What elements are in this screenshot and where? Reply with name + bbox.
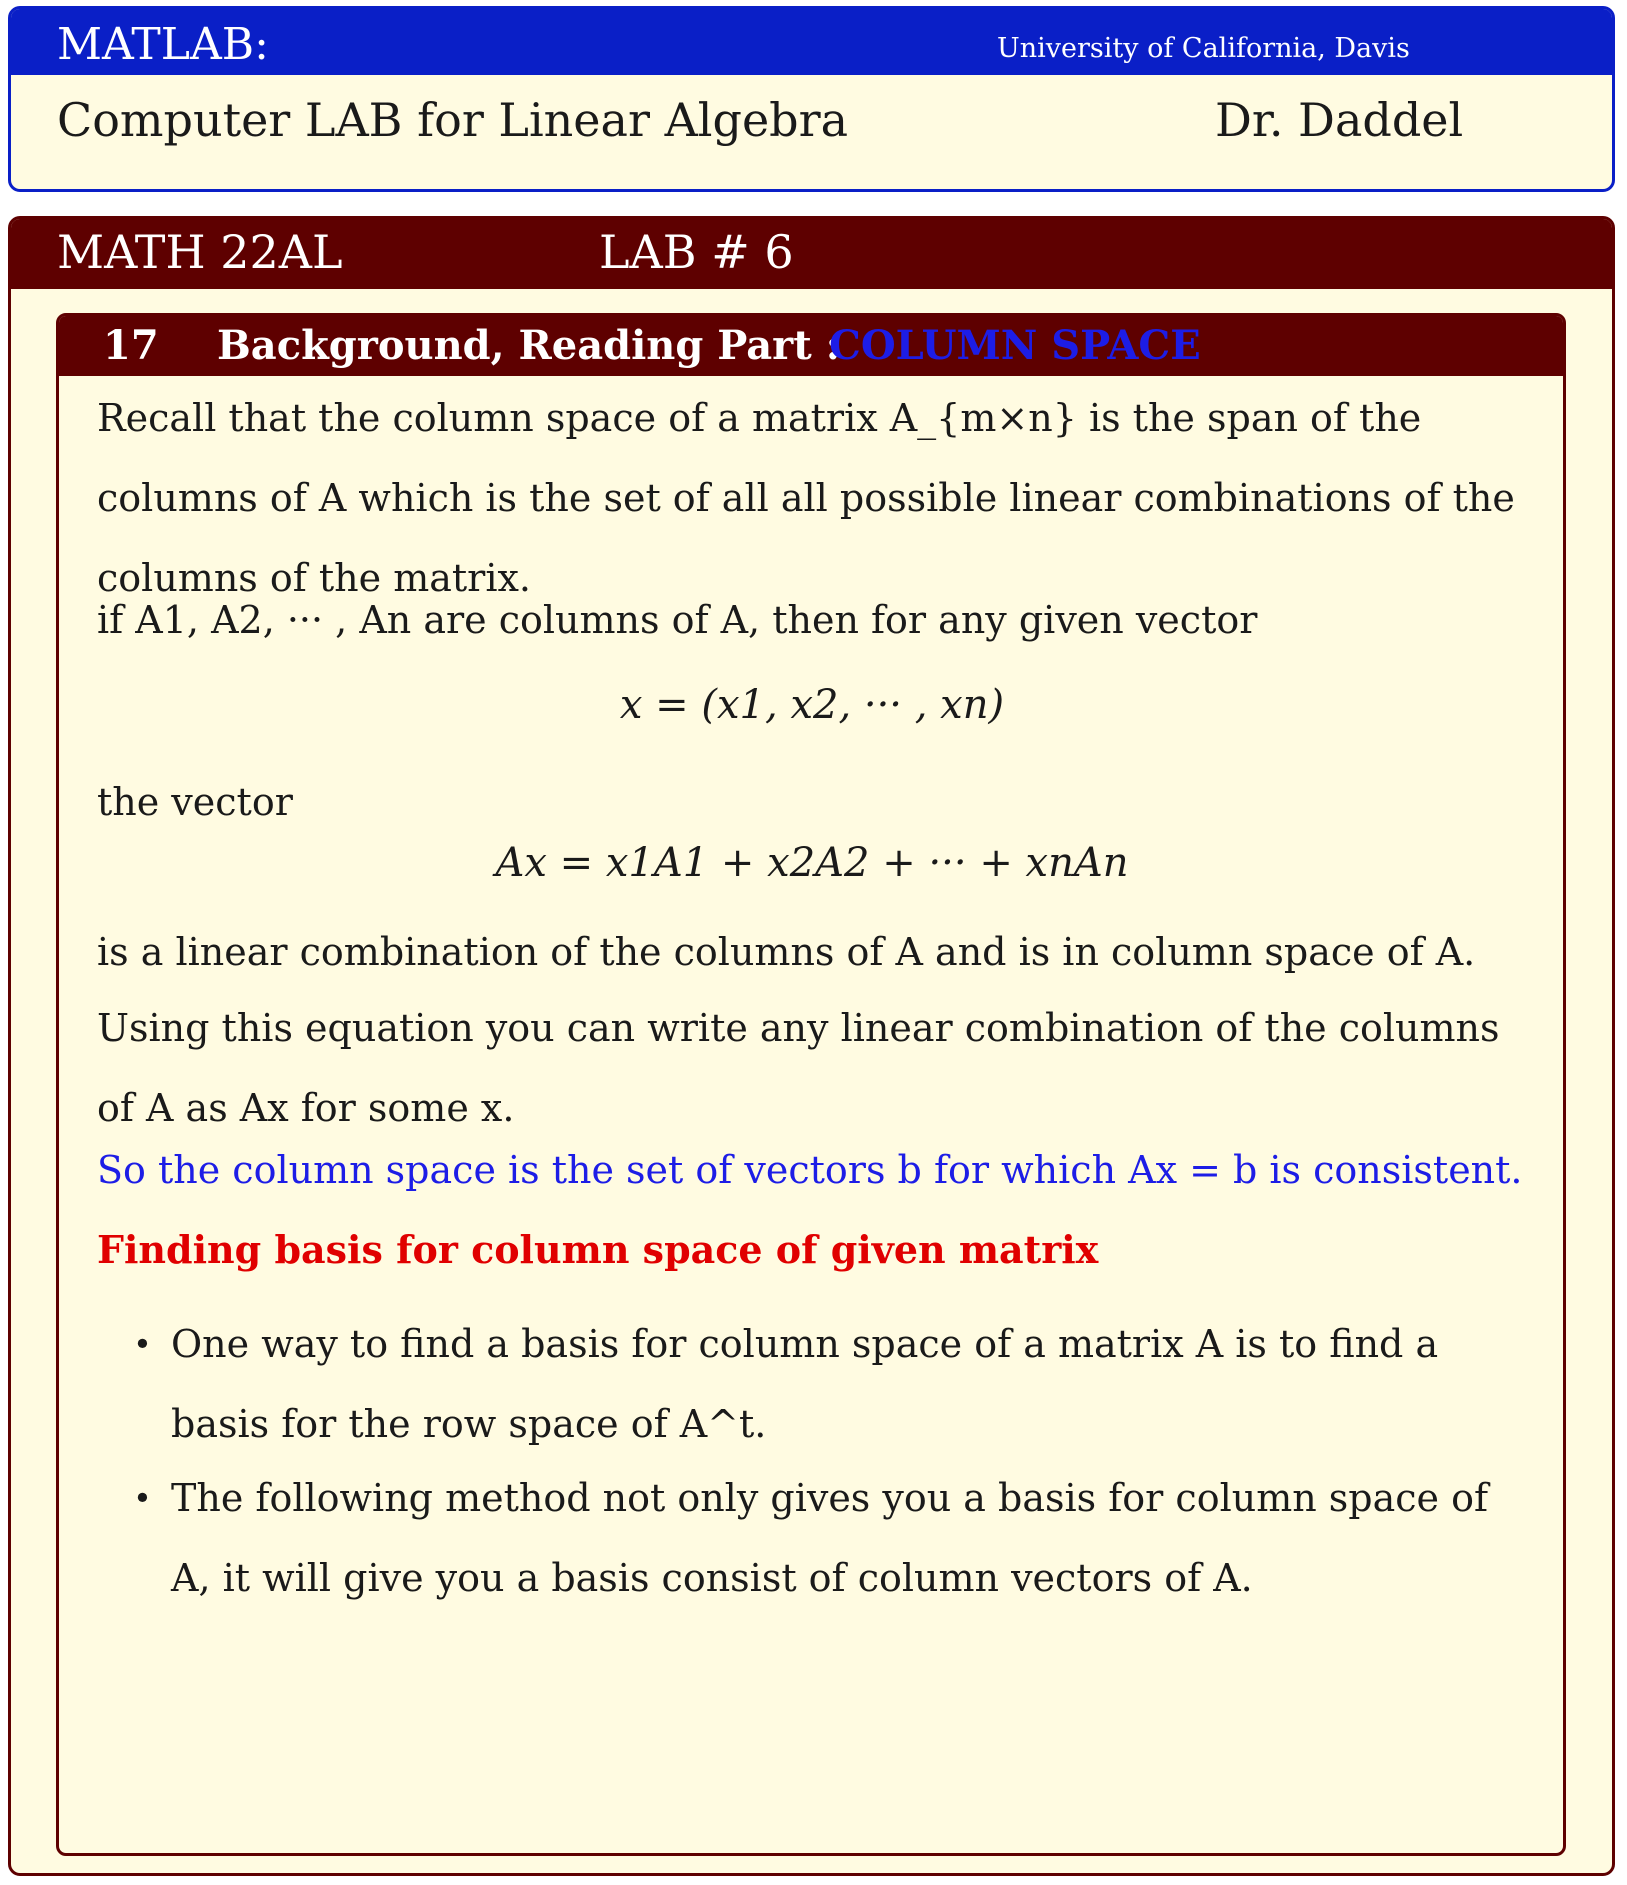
paragraph-the-vector: the vector (97, 780, 293, 824)
paragraph-linear-combination: is a linear combination of the columns of A and is in column space of A. (97, 930, 1476, 974)
section-bar (59, 316, 1563, 376)
course-subtitle: Computer LAB for Linear Algebra (57, 93, 849, 147)
header-panel (8, 6, 1615, 192)
author-name: Dr. Daddel (1215, 93, 1464, 147)
heading-finding-basis: Finding basis for column space of given matrix (97, 1227, 1099, 1272)
bullet-text: The following method not only gives you a basis for column space of A, it will give you a basis consist of column vectors of A. (171, 1476, 1489, 1600)
paragraph-consistent-statement: So the column space is the set of vectors b for which Ax = b is consistent. (97, 1148, 1523, 1192)
header-bar (11, 9, 1612, 75)
section-number: 17 (103, 322, 159, 369)
bullet-icon: • (133, 1325, 152, 1363)
equation-vector-x: x = (x1, x2, ··· , xn) (619, 682, 1005, 728)
university-name: University of California, Davis (997, 33, 1410, 64)
paragraph-column-space-definition: Recall that the column space of a matrix A_{m×n} is the span of the columns of A which is the set of all all possible linear combinations of the columns of the matrix. (97, 396, 1515, 600)
section-title: Background, Reading Part : (217, 322, 841, 369)
bullet-icon: • (133, 1479, 152, 1517)
section-panel (56, 313, 1566, 1856)
header-title: MATLAB: (57, 19, 269, 70)
course-code: MATH 22AL (57, 225, 343, 279)
section-topic: COLUMN SPACE (829, 322, 1201, 369)
equation-ax-expansion: Ax = x1A1 + x2A2 + ··· + xnAn (495, 840, 1129, 886)
lab-number: LAB # 6 (599, 225, 794, 279)
bullet-text: One way to find a basis for column space of a matrix A is to find a basis for the row space of A^t. (171, 1322, 1439, 1446)
lab-bar (11, 219, 1612, 289)
lab-panel (8, 216, 1615, 1876)
paragraph-columns-of-a: if A1, A2, ··· , An are columns of A, then for any given vector (97, 598, 1258, 642)
paragraph-using-equation: Using this equation you can write any linear combination of the columns of A as Ax for some x. (97, 1006, 1500, 1130)
